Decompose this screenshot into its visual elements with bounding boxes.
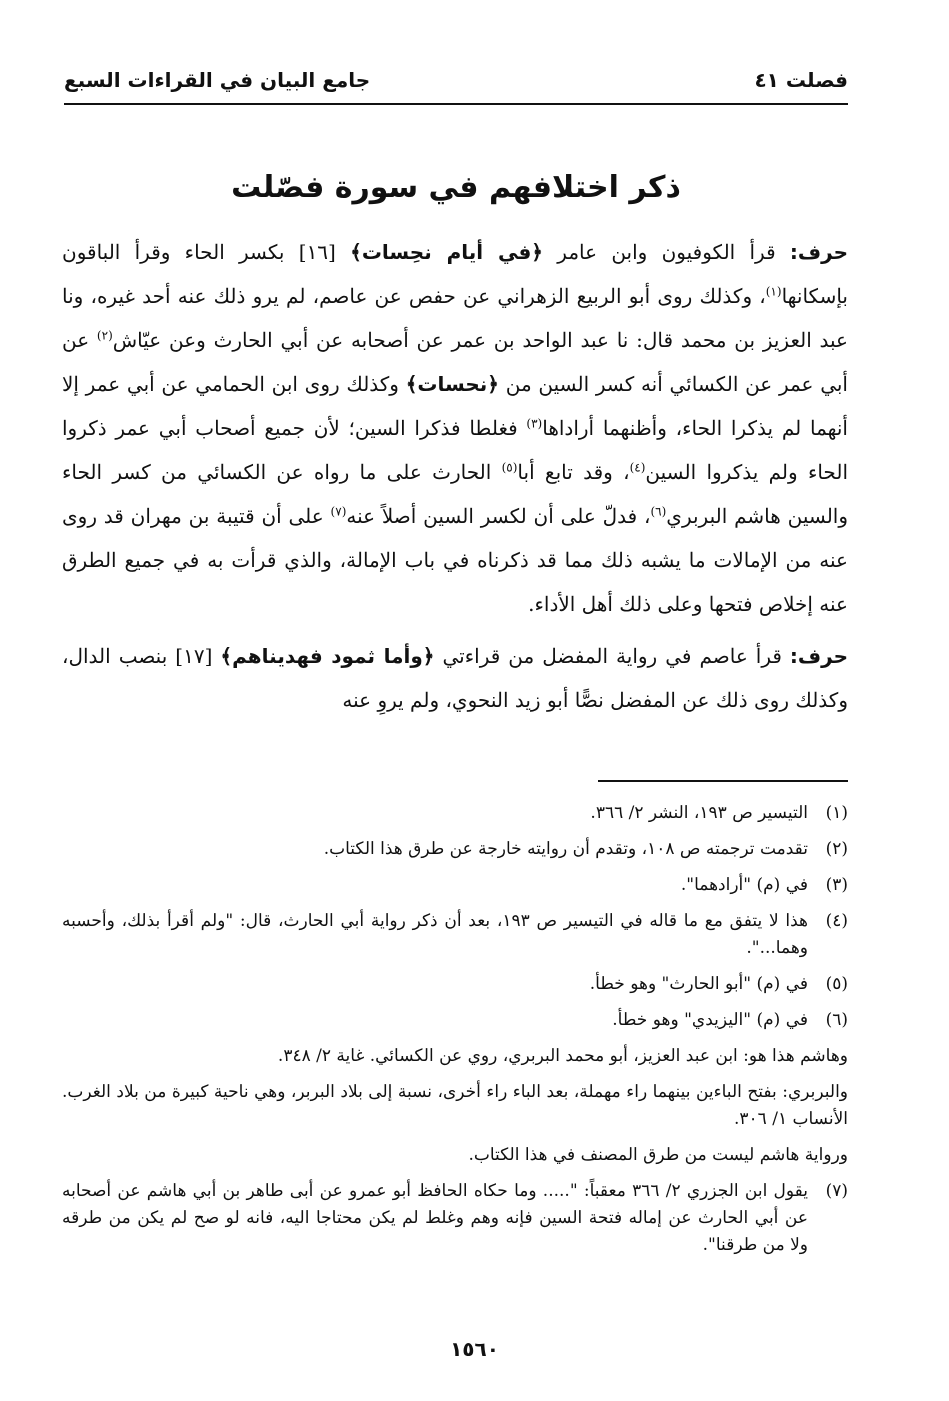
footnote bbox=[62, 1007, 848, 1034]
footnote-number: (٣) bbox=[825, 875, 848, 895]
footnote-continuation bbox=[62, 1079, 848, 1133]
footnote-continuation bbox=[62, 1142, 848, 1169]
footnote-text: وهاشم هذا هو: ابن عبد العزيز، أبو محمد البربري، روي عن الكسائي. غاية ٢/ ٣٤٨. bbox=[277, 1046, 848, 1066]
text-run: ، فدلّ على أن لكسر السين أصلاً عنه bbox=[346, 504, 651, 528]
paragraph-lead: حرف: bbox=[789, 240, 848, 264]
footnote-number: (٤) bbox=[825, 911, 849, 931]
paragraph-lead: حرف: bbox=[789, 644, 849, 668]
quran-quote: ﴿وأما ثمود فهديناهم﴾ bbox=[220, 644, 435, 668]
footnote bbox=[62, 872, 848, 899]
footnote-number: (٢) bbox=[825, 839, 848, 859]
paragraph-2 bbox=[62, 634, 848, 722]
text-run: عن أبي عمر عن الكسائي أنه كسر السين من bbox=[62, 328, 848, 396]
footnote-number: (١) bbox=[825, 803, 848, 823]
text-run: ، وكذلك روى أبو الربيع الزهراني عن حفص عن عاصم، لم يرو ذلك عنه أحد غيره، ونا عبد العزيز بن محمد قال: نا عبد الواحد بن عمر عن أصحابه عن أبي الحارث وعن عيّاش bbox=[62, 284, 848, 352]
footnote-number: (٧) bbox=[825, 1181, 848, 1201]
book-title: جامع البيان في القراءات السبع bbox=[64, 68, 371, 92]
text-run: ، وقد تابع أبا bbox=[517, 460, 630, 484]
footnote-text: ورواية هاشم ليست من طرق المصنف في هذا الكتاب. bbox=[468, 1145, 848, 1165]
text-run: [١٦] بكسر الحاء وقرأ الباقون بإسكانها bbox=[62, 240, 848, 308]
text-run: قرأ عاصم في رواية المفضل من قراءتي bbox=[434, 644, 790, 668]
footnote-text: في (م) "أبو الحارث" وهو خطأ. bbox=[589, 974, 808, 994]
footnote-separator bbox=[598, 780, 848, 782]
footnote bbox=[62, 836, 848, 863]
footnote-text: هذا لا يتفق مع ما قاله في التيسير ص ١٩٣، بعد أن ذكر رواية أبي الحارث، قال: "ولم أقرأ بذلك، وأحسبه وهما...". bbox=[62, 911, 809, 958]
text-run: على أن قتيبة بن مهران قد روى عنه من الإمالات ما يشبه ذلك مما قد ذكرناه في باب الإمالة، والذي قرأت به في جميع الطرق عنه إخلاص فتحها وعلى ذلك أهل الأداء. bbox=[62, 504, 848, 616]
footnote-ref: (٧) bbox=[330, 504, 347, 519]
text-run: فغلطا فذكرا السين؛ لأن جميع أصحاب أبي عمر ذكروا الحاء ولم يذكروا السين bbox=[62, 416, 848, 484]
footnote-continuation bbox=[62, 1043, 848, 1070]
quran-quote: ﴿في أيام نحِسات﴾ bbox=[350, 240, 544, 264]
footnote bbox=[62, 1178, 848, 1259]
footnote-text: والبربري: بفتح الباءين بينهما راء مهملة، بعد الباء راء أخرى، نسبة إلى بلاد البربر، وهي ناحية كبيرة من بلاد الغرب. الأنساب ١/ ٣٠٦. bbox=[62, 1082, 848, 1129]
quran-quote: ﴿نحسات﴾ bbox=[405, 372, 500, 396]
page-number: ١٥٦٠ bbox=[450, 1337, 499, 1361]
text-run: قرأ الكوفيون وابن عامر bbox=[543, 240, 790, 264]
text-run: الحارث على ما رواه عن الكسائي من كسر الحاء والسين هاشم البربري bbox=[62, 460, 849, 528]
chapter-title: ذكر اختلافهم في سورة فصّلت bbox=[231, 170, 681, 205]
text-run: وكذلك روى ابن الحمامي عن أبي عمر إلا أنهما لم يذكرا الحاء، وأظنهما أراداها bbox=[62, 372, 848, 440]
footnote-text: في (م) "اليزيدي" وهو خطأ. bbox=[612, 1010, 808, 1030]
running-header bbox=[64, 62, 848, 102]
paragraph-1 bbox=[62, 230, 848, 626]
chapter-label: فصلت ٤١ bbox=[754, 68, 848, 92]
footnote-number: (٦) bbox=[825, 1010, 848, 1030]
footnote-ref: (٢) bbox=[96, 328, 113, 343]
footnote-ref: (٥) bbox=[501, 460, 518, 475]
footnote-number: (٥) bbox=[825, 974, 848, 994]
header-rule bbox=[64, 103, 848, 105]
text-run: [١٧] بنصب الدال، وكذلك روى ذلك عن المفضل نصًّا أبو زيد النحوي، ولم يروِ عنه bbox=[62, 644, 848, 712]
footnote bbox=[62, 908, 848, 962]
footnote-ref: (٣) bbox=[526, 416, 543, 431]
footnote-text: في (م) "أرادهما". bbox=[680, 875, 808, 895]
footnote-text: يقول ابن الجزري ٢/ ٣٦٦ معقباً: "..... وما حكاه الحافظ أبو عمرو عن أبى طاهر بن أبي هاشم عن أصحابه عن أبي الحارث عن إماله فتحة السين فإنه وهم وغلط لم يكن محتاجا اليه، فانه لو صح لم يكن من طرقه ولا من طرقنا". bbox=[62, 1181, 808, 1255]
footnotes-section bbox=[62, 800, 848, 1268]
footnote bbox=[62, 971, 848, 998]
footnote-ref: (٤) bbox=[629, 460, 646, 475]
footnote-text: تقدمت ترجمته ص ١٠٨، وتقدم أن روايته خارجة عن طرق هذا الكتاب. bbox=[323, 839, 808, 859]
footnote-text: التيسير ص ١٩٣، النشر ٢/ ٣٦٦. bbox=[590, 803, 808, 823]
footnote bbox=[62, 800, 848, 827]
footnote-ref: (١) bbox=[765, 284, 782, 299]
footnote-ref: (٦) bbox=[650, 504, 667, 519]
main-text bbox=[62, 230, 848, 730]
